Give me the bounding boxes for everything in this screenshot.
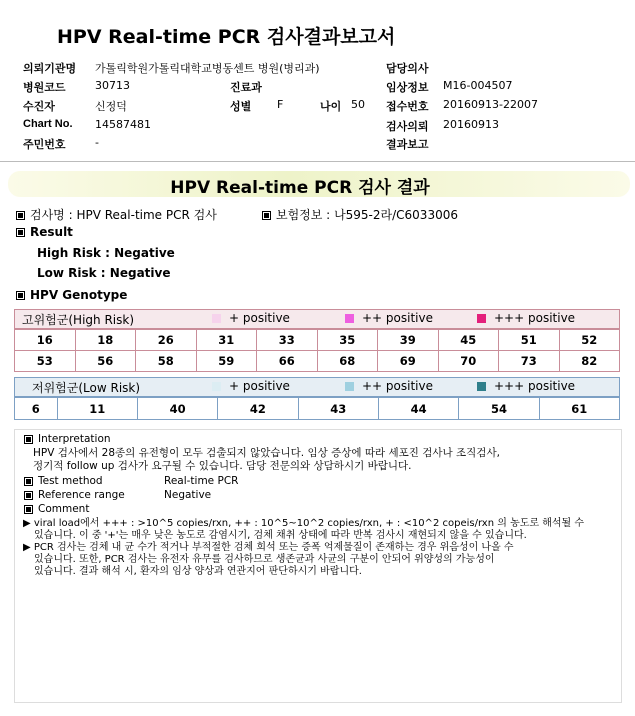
field-label: 나이 xyxy=(320,101,342,113)
interpretation-text: 정기적 follow up 검사가 요구될 수 있습니다. 담당 전문의와 상담하시기 바랍니다. xyxy=(33,460,412,472)
test-name-label: 검사명 : xyxy=(30,208,73,222)
legend-item: +++ positive xyxy=(477,311,575,325)
genotype-cell: 11 xyxy=(57,398,137,420)
legend-swatch xyxy=(212,382,221,391)
result-heading: Result xyxy=(16,225,73,239)
low-risk-label: Low Risk : xyxy=(37,266,106,280)
genotype-cell: 66 xyxy=(257,351,318,372)
genotype-heading: HPV Genotype xyxy=(16,288,127,302)
genotype-cell: 82 xyxy=(559,351,620,372)
high-risk-label: High Risk : xyxy=(37,246,110,260)
field-value: 30713 xyxy=(95,79,130,92)
bullet-square-icon xyxy=(262,211,271,220)
genotype-cell: 53 xyxy=(15,351,76,372)
field-value: 20160913 xyxy=(443,118,499,131)
comment-heading: Comment xyxy=(24,503,89,516)
genotype-cell: 40 xyxy=(137,398,217,420)
field-value: 신정덕 xyxy=(95,100,127,113)
field-value: 20160913-22007 xyxy=(443,98,538,111)
legend-item: ++ positive xyxy=(345,379,433,393)
interpretation-text: HPV 검사에서 28종의 유전형이 모두 검출되지 않았습니다. 임상 증상에 따라 세포진 검사나 조직검사, xyxy=(33,447,500,459)
low-risk-genotype-table xyxy=(14,397,620,420)
genotype-cell: 45 xyxy=(438,330,499,351)
legend-swatch xyxy=(212,314,221,323)
field-label: 임상정보 xyxy=(386,82,429,94)
genotype-cell: 16 xyxy=(15,330,76,351)
field-value: - xyxy=(95,136,99,149)
genotype-cell: 44 xyxy=(378,398,458,420)
reference-range-value: Negative xyxy=(164,489,212,501)
bullet-square-icon xyxy=(24,491,33,500)
field-label: 접수번호 xyxy=(386,101,429,113)
field-label: 수진자 xyxy=(23,101,55,113)
bullet-square-icon xyxy=(16,228,25,237)
report-title: HPV Real-time PCR 검사결과보고서 xyxy=(57,26,396,48)
test-name-value: HPV Real-time PCR 검사 xyxy=(76,208,217,222)
genotype-cell: 33 xyxy=(257,330,318,351)
test-name-row xyxy=(16,206,217,223)
field-label: 담당의사 xyxy=(386,63,429,75)
table-row xyxy=(15,351,620,372)
banner-title: HPV Real-time PCR 검사 결과 xyxy=(170,178,430,198)
legend-item: ++ positive xyxy=(345,311,433,325)
field-label: 의뢰기관명 xyxy=(23,63,77,75)
reference-range-row: Reference range xyxy=(24,489,125,502)
legend-item: + positive xyxy=(212,311,290,325)
genotype-cell: 35 xyxy=(317,330,378,351)
legend-swatch xyxy=(477,314,486,323)
legend-swatch xyxy=(345,382,354,391)
comment-line: ▶ PCR 검사는 검체 내 균 수가 적거나 부적절한 검체 희석 또는 증폭 억제물질이 존재하는 경우 위음성이 나올 수 xyxy=(23,542,514,553)
comment-line: ▶ viral load에서 +++ : >10^5 copies/rxn, ++ : 10^5~10^2 copies/rxn, + : <10^2 copeis/rxn 의 농도로 해석될 수 xyxy=(23,518,585,529)
insurance-label: 보험정보 : xyxy=(276,208,331,222)
high-risk-value: Negative xyxy=(114,246,175,260)
genotype-cell: 59 xyxy=(196,351,257,372)
field-label: 성별 xyxy=(230,101,252,113)
test-method-value: Real-time PCR xyxy=(164,475,239,487)
bullet-square-icon xyxy=(16,211,25,220)
insurance-value: 나595-2라/C6033006 xyxy=(334,208,458,222)
genotype-cell: 54 xyxy=(459,398,539,420)
field-label: 결과보고 xyxy=(386,139,429,151)
high-risk-genotype-table xyxy=(14,329,620,372)
field-label: 진료과 xyxy=(230,82,262,94)
header-divider xyxy=(0,161,635,162)
genotype-cell: 26 xyxy=(136,330,197,351)
field-label: Chart No. xyxy=(23,118,73,130)
field-label: 병원코드 xyxy=(23,82,66,94)
bullet-square-icon xyxy=(24,435,33,444)
field-value: 50 xyxy=(351,98,365,111)
low-risk-label: 저위험군(Low Risk) xyxy=(32,381,141,395)
genotype-cell: 39 xyxy=(378,330,439,351)
genotype-cell: 70 xyxy=(438,351,499,372)
legend-item: +++ positive xyxy=(477,379,575,393)
low-risk-result xyxy=(37,266,170,280)
high-risk-label: 고위험군(High Risk) xyxy=(22,313,134,327)
genotype-cell: 58 xyxy=(136,351,197,372)
table-row xyxy=(15,330,620,351)
legend-item: + positive xyxy=(212,379,290,393)
genotype-cell: 69 xyxy=(378,351,439,372)
bullet-square-icon xyxy=(16,291,25,300)
genotype-cell: 56 xyxy=(75,351,136,372)
interpretation-heading: Interpretation xyxy=(24,433,111,446)
genotype-cell: 73 xyxy=(499,351,560,372)
field-label: 주민번호 xyxy=(23,139,66,151)
bullet-square-icon xyxy=(24,505,33,514)
genotype-cell: 52 xyxy=(559,330,620,351)
table-row xyxy=(15,398,620,420)
genotype-cell: 31 xyxy=(196,330,257,351)
genotype-cell: 42 xyxy=(218,398,298,420)
low-risk-value: Negative xyxy=(109,266,171,280)
field-value: 가톨릭학원가톨릭대학교병동센트 병원(병리과) xyxy=(95,62,320,75)
legend-swatch xyxy=(477,382,486,391)
bullet-square-icon xyxy=(24,477,33,486)
field-label: 검사의뢰 xyxy=(386,121,429,133)
genotype-cell: 6 xyxy=(15,398,58,420)
comment-line: 있습니다. 결과 해석 시, 환자의 임상 양상과 연관지어 판단하시기 바랍니다. xyxy=(34,566,362,577)
genotype-cell: 18 xyxy=(75,330,136,351)
comment-line: 있습니다. 이 중 '+'는 매우 낮은 농도로 감염시기, 검체 채취 상태에 따라 반복 검사시 재현되지 않을 수 있습니다. xyxy=(34,530,527,541)
test-method-row: Test method xyxy=(24,475,103,488)
field-value: 14587481 xyxy=(95,118,151,131)
high-risk-result xyxy=(37,246,175,260)
genotype-cell: 51 xyxy=(499,330,560,351)
genotype-cell: 68 xyxy=(317,351,378,372)
genotype-cell: 61 xyxy=(539,398,619,420)
genotype-cell: 43 xyxy=(298,398,378,420)
field-value: F xyxy=(277,98,284,111)
comment-line: 있습니다. 또한, PCR 검사는 유전자 유무를 검사하므로 생존균과 사균의 구분이 안되어 위양성의 가능성이 xyxy=(34,554,495,565)
legend-swatch xyxy=(345,314,354,323)
field-value: M16-004507 xyxy=(443,79,513,92)
insurance-row xyxy=(262,206,458,223)
